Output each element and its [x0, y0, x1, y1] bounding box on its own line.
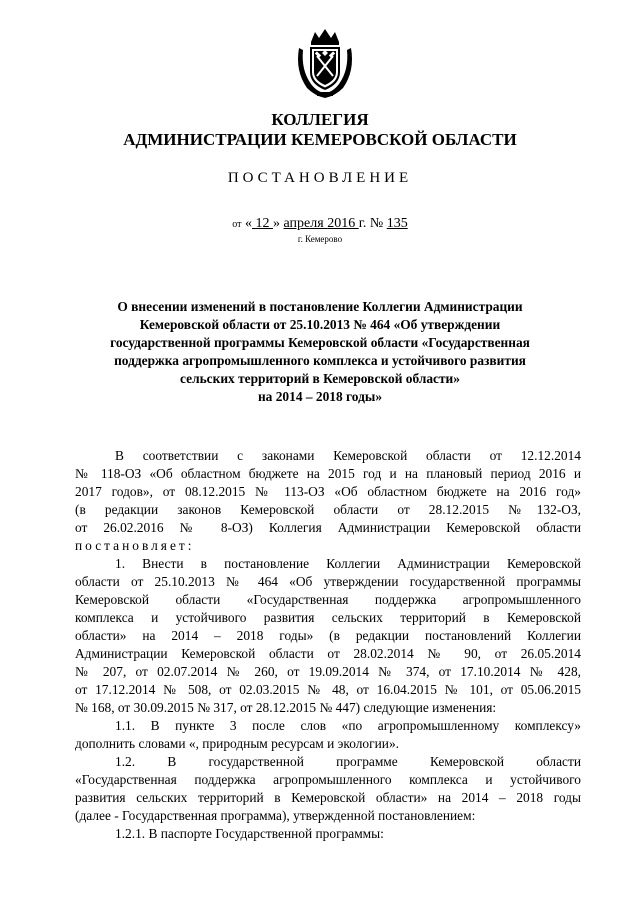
body-line: Администрации Кемеровской области от 28.02.2014 № 90, от 26.05.2014 [75, 646, 581, 661]
body-line: развития сельских территорий в Кемеровской области» на 2014 – 2018 годы [75, 790, 581, 805]
document-body [75, 447, 581, 843]
body-line: 1.1. В пункте 3 после слов «по агропромышленному комплексу» [115, 718, 581, 733]
date-day: 12 [252, 216, 274, 231]
date-open-quote: « [245, 216, 253, 231]
body-line: 1. Внести в постановление Коллегии Администрации Кемеровской [115, 556, 581, 571]
title-line: О внесении изменений в постановление Коллегии Администрации [117, 299, 523, 314]
body-line: от 26.02.2016 № 8-ОЗ) Коллегия Администрации Кемеровской области [75, 520, 581, 535]
title-line: поддержка агропромышленного комплекса и устойчивого развития [114, 353, 526, 368]
body-line: «Государственная поддержка агропромышленного комплекса и устойчивого [75, 772, 581, 787]
body-line: Кемеровской области «Государственная поддержка агропромышленного [75, 592, 581, 607]
date-month: апреля [283, 216, 328, 231]
body-line: от 17.12.2014 № 508, от 02.03.2015 № 48, от 16.04.2015 № 101, от 05.06.2015 [75, 682, 581, 697]
body-line: № 207, от 02.07.2014 № 260, от 19.09.2014 № 374, от 17.10.2014 № 428, [75, 664, 581, 679]
body-line: (далее - Государственная программа), утвержденной постановлением: [75, 808, 476, 823]
date-year: 2016 [327, 216, 359, 231]
body-line: 1.2. В государственной программе Кемеровской области [115, 754, 581, 769]
title-line: Кемеровской области от 25.10.2013 № 464 «Об утверждении [139, 317, 501, 332]
body-line-resolves: постановляет: [75, 538, 195, 553]
body-line: комплекса и устойчивого развития сельских территорий в Кемеровской [75, 610, 581, 625]
number-sign: № [369, 216, 384, 231]
document-city: г. Кемерово [297, 234, 343, 244]
date-year-suffix: г. [358, 216, 367, 231]
date-close-quote: » [273, 216, 281, 231]
body-line: области от 25.10.2013 № 464 «Об утверждении государственной программы [75, 574, 581, 589]
body-line: № 118-ОЗ «Об областном бюджете на 2015 год и на плановый период 2016 и [75, 466, 581, 481]
body-line: (в редакции законов Кемеровской области от 28.12.2015 №132-ОЗ, [75, 502, 581, 517]
body-line: дополнить словами «, природным ресурсам и экологии». [75, 736, 399, 751]
title-line: сельских территорий в Кемеровской области» [180, 371, 460, 386]
body-line: 2017 годов», от 08.12.2015 № 113-ОЗ «Об областном бюджете на 2016 год» [75, 484, 581, 499]
document-date-line [0, 216, 640, 232]
document-type: ПОСТАНОВЛЕНИЕ [227, 170, 413, 186]
coat-of-arms-emblem [293, 26, 357, 100]
body-line: 1.2.1. В паспорте Государственной программы: [115, 826, 384, 841]
document-title [70, 298, 570, 406]
title-line: на 2014 – 2018 годы» [257, 389, 383, 404]
body-line: В соответствии с законами Кемеровской области от 12.12.2014 [115, 448, 581, 463]
body-line: № 168, от 30.09.2015 № 317, от 28.12.2015 № 447) следующие изменения: [75, 700, 497, 715]
body-line: области» на 2014 – 2018 годы» (в редакции постановлений Коллегии [75, 628, 581, 643]
document-number: 135 [386, 216, 408, 231]
organization-name-line1: КОЛЛЕГИЯ [271, 110, 369, 129]
title-line: государственной программы Кемеровской области «Государственная [110, 335, 530, 350]
organization-name-line2: АДМИНИСТРАЦИИ КЕМЕРОВСКОЙ ОБЛАСТИ [123, 130, 517, 149]
date-prefix: от [232, 219, 242, 230]
